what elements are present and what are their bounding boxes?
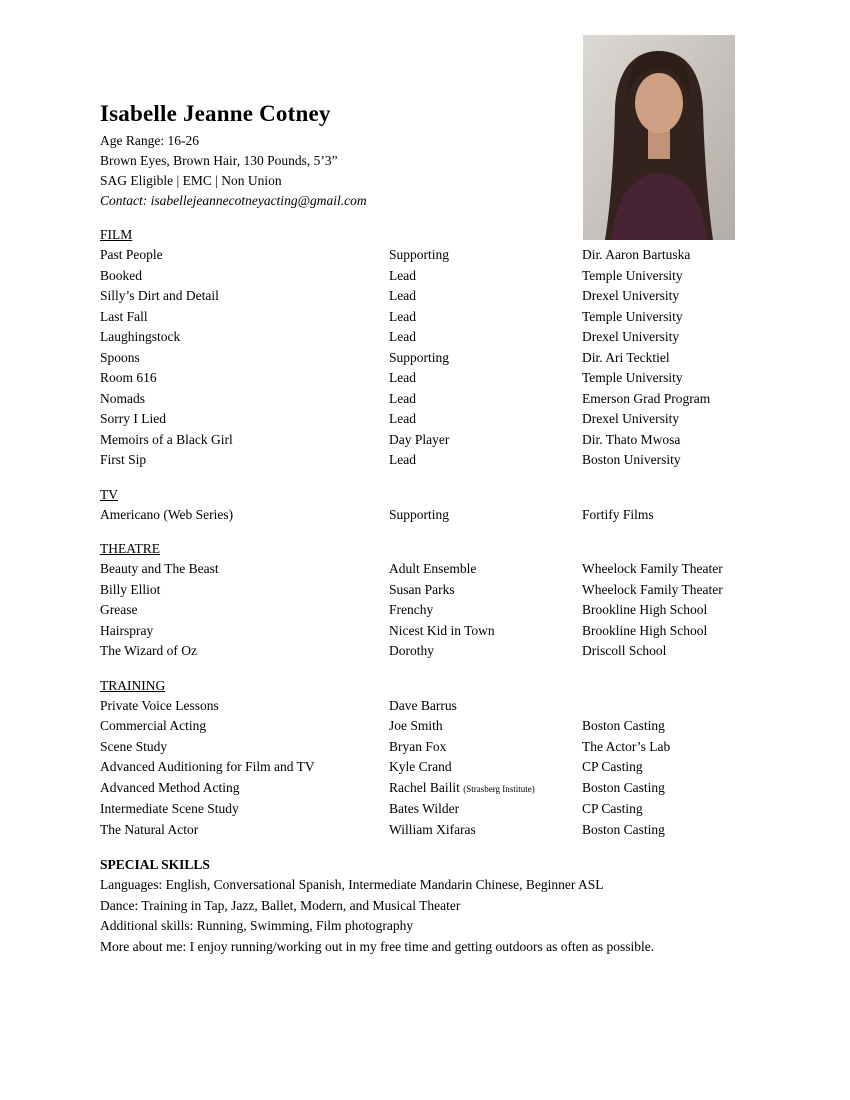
credit-row bbox=[100, 286, 750, 307]
credit-role: William Xifaras bbox=[389, 821, 476, 837]
credit-role: Bryan Fox bbox=[389, 738, 447, 754]
headshot-photo bbox=[583, 35, 735, 240]
credit-company: Temple University bbox=[582, 267, 683, 283]
credit-company: Boston University bbox=[582, 452, 681, 467]
credit-company: Brookline High School bbox=[582, 602, 708, 617]
credit-row bbox=[100, 820, 750, 841]
credit-title: Advanced Method Acting bbox=[100, 779, 240, 795]
headshot-image bbox=[583, 35, 735, 240]
credit-role: Lead bbox=[389, 452, 416, 467]
credit-row bbox=[100, 307, 750, 328]
credit-title: First Sip bbox=[100, 452, 147, 467]
credit-company: Dir. Ari Tecktiel bbox=[582, 349, 670, 365]
credit-row bbox=[100, 737, 750, 758]
credit-title: Past People bbox=[100, 247, 163, 262]
credit-role: Lead bbox=[389, 329, 416, 344]
credit-title: Hairspray bbox=[100, 622, 154, 638]
credit-row bbox=[100, 778, 750, 800]
skills-line: Languages: English, Conversational Spanish, Intermediate Mandarin Chinese, Beginner ASL bbox=[100, 877, 604, 892]
credit-role: Lead bbox=[389, 308, 416, 324]
credit-title: Spoons bbox=[100, 349, 140, 365]
credit-title: Nomads bbox=[100, 390, 145, 406]
credit-role: Frenchy bbox=[389, 602, 434, 617]
credit-row bbox=[100, 348, 750, 369]
union-status: SAG Eligible | EMC | Non Union bbox=[100, 173, 282, 188]
section-title-special-skills: SPECIAL SKILLS bbox=[100, 857, 210, 872]
credit-title: Scene Study bbox=[100, 738, 168, 754]
credit-company: Temple University bbox=[582, 370, 683, 385]
actor-name: Isabelle Jeanne Cotney bbox=[100, 101, 331, 126]
credit-row bbox=[100, 368, 750, 389]
credit-role: Lead bbox=[389, 267, 416, 283]
section-film bbox=[100, 224, 750, 471]
credit-company: Drexel University bbox=[582, 411, 680, 426]
credit-row bbox=[100, 621, 750, 642]
skills-line: More about me: I enjoy running/working out in my free time and getting outdoors as often as possible. bbox=[100, 938, 655, 954]
credit-role: Rachel Bailit (Strasberg Institute) bbox=[389, 779, 535, 795]
credit-role: Nicest Kid in Town bbox=[389, 622, 495, 638]
section-title: THEATRE bbox=[100, 541, 160, 556]
credit-company: Temple University bbox=[582, 308, 683, 324]
credit-company: Fortify Films bbox=[582, 506, 654, 522]
credit-title: Billy Elliot bbox=[100, 581, 161, 597]
credit-company: The Actor’s Lab bbox=[582, 738, 671, 754]
credit-role: Supporting bbox=[389, 349, 450, 365]
credit-title: Booked bbox=[100, 267, 142, 283]
credit-title: Room 616 bbox=[100, 370, 157, 385]
credit-title: Silly’s Dirt and Detail bbox=[100, 288, 219, 303]
credit-company: Wheelock Family Theater bbox=[582, 561, 723, 576]
credit-company: Boston Casting bbox=[582, 779, 665, 795]
credits-sections bbox=[100, 224, 750, 840]
credit-company: Boston Casting bbox=[582, 821, 665, 837]
skills-lines bbox=[100, 875, 750, 957]
credit-company: Emerson Grad Program bbox=[582, 390, 711, 406]
credit-company: CP Casting bbox=[582, 759, 643, 774]
credit-title: Intermediate Scene Study bbox=[100, 801, 239, 816]
contact-email: Contact: isabellejeannecotneyacting@gmail.com bbox=[100, 193, 367, 208]
credit-title: Memoirs of a Black Girl bbox=[100, 431, 233, 447]
skills-line: Dance: Training in Tap, Jazz, Ballet, Modern, and Musical Theater bbox=[100, 897, 461, 913]
credit-row bbox=[100, 327, 750, 348]
credit-role: Adult Ensemble bbox=[389, 561, 477, 576]
credit-row bbox=[100, 559, 750, 580]
credit-company: Wheelock Family Theater bbox=[582, 581, 723, 597]
credit-role: Lead bbox=[389, 390, 416, 406]
age-range: Age Range: 16-26 bbox=[100, 133, 199, 148]
credit-title: Sorry I Lied bbox=[100, 411, 166, 426]
credit-row bbox=[100, 266, 750, 287]
credit-role: Kyle Crand bbox=[389, 759, 452, 774]
credit-title: Last Fall bbox=[100, 308, 148, 324]
credit-note: (Strasberg Institute) bbox=[463, 783, 535, 794]
section-title: FILM bbox=[100, 227, 133, 242]
credit-company: Boston Casting bbox=[582, 718, 665, 733]
credit-title: Advanced Auditioning for Film and TV bbox=[100, 759, 315, 774]
credit-row bbox=[100, 799, 750, 820]
credit-row bbox=[100, 696, 750, 717]
credit-role: Bates Wilder bbox=[389, 801, 460, 816]
credit-title: The Natural Actor bbox=[100, 821, 199, 837]
credit-role: Lead bbox=[389, 411, 416, 426]
credit-row bbox=[100, 600, 750, 621]
skills-line: Additional skills: Running, Swimming, Film photography bbox=[100, 918, 414, 933]
credit-role: Lead bbox=[389, 370, 416, 385]
credit-title: Laughingstock bbox=[100, 329, 181, 344]
credit-title: Beauty and The Beast bbox=[100, 561, 219, 576]
credit-row bbox=[100, 757, 750, 778]
physical-stats: Brown Eyes, Brown Hair, 130 Pounds, 5’3” bbox=[100, 153, 338, 168]
section-theatre bbox=[100, 538, 750, 662]
credit-company bbox=[582, 696, 750, 717]
credit-row bbox=[100, 409, 750, 430]
credit-title: Private Voice Lessons bbox=[100, 697, 219, 713]
credit-role: Lead bbox=[389, 288, 416, 303]
credit-role: Joe Smith bbox=[389, 718, 443, 733]
section-training bbox=[100, 675, 750, 841]
credit-role: Day Player bbox=[389, 431, 450, 447]
credit-row bbox=[100, 389, 750, 410]
credit-title: Commercial Acting bbox=[100, 718, 207, 733]
credit-row bbox=[100, 716, 750, 737]
credit-title: The Wizard of Oz bbox=[100, 643, 198, 658]
credit-role: Supporting bbox=[389, 247, 450, 262]
credit-company: Brookline High School bbox=[582, 622, 708, 638]
credit-company: Drexel University bbox=[582, 288, 680, 303]
section-title: TRAINING bbox=[100, 677, 166, 693]
credit-company: Drexel University bbox=[582, 329, 680, 344]
credit-row bbox=[100, 505, 750, 526]
credit-role: Supporting bbox=[389, 506, 450, 522]
credit-row bbox=[100, 245, 750, 266]
section-special-skills bbox=[100, 854, 750, 957]
credit-role: Susan Parks bbox=[389, 581, 455, 597]
credit-row bbox=[100, 450, 750, 471]
credit-title: Americano (Web Series) bbox=[100, 506, 234, 522]
credit-role: Dorothy bbox=[389, 643, 434, 658]
credit-company: Dir. Aaron Bartuska bbox=[582, 247, 691, 262]
section-title: TV bbox=[100, 486, 118, 502]
credit-row bbox=[100, 580, 750, 601]
credit-title: Grease bbox=[100, 602, 138, 617]
credit-company: CP Casting bbox=[582, 801, 643, 816]
credit-row bbox=[100, 641, 750, 662]
credit-row bbox=[100, 430, 750, 451]
credit-company: Driscoll School bbox=[582, 643, 667, 658]
credit-company: Dir. Thato Mwosa bbox=[582, 431, 681, 447]
credit-role: Dave Barrus bbox=[389, 697, 457, 713]
section-tv bbox=[100, 484, 750, 526]
